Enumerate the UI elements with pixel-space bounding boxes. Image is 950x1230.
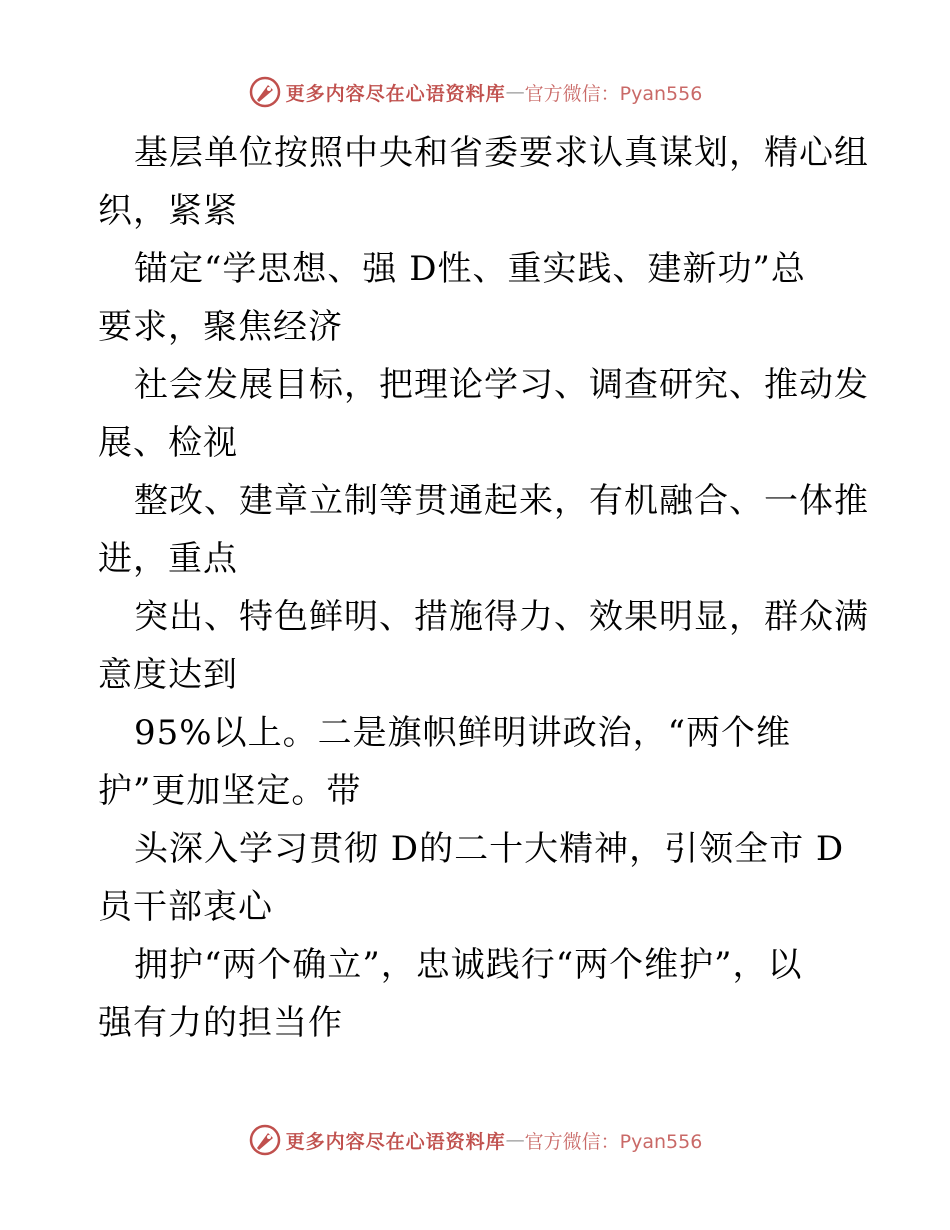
pen-nib-icon [248,1123,282,1157]
body-line: 社会发展目标，把理论学习、调查研究、推动发 [134,365,869,405]
body-line: 95%以上。二是旗帜鲜明讲政治，“两个维 [134,713,791,753]
watermark-dash: — [505,1129,525,1151]
body-line: 织，紧紧 [98,191,238,231]
body-line: 意度达到 [98,655,238,695]
header-watermark [0,72,950,112]
body-line: 基层单位按照中央和省委要求认真谋划，精心组 [134,133,869,173]
body-line: 员干部衷心 [98,887,273,927]
body-line: 突出、特色鲜明、措施得力、效果明显，群众满 [134,597,869,637]
body-line: 强有力的担当作 [98,1003,343,1043]
body-line: 头深入学习贯彻 D的二十大精神，引领全市 D [134,829,845,869]
watermark-site-text: 更多内容尽在心语资料库 [285,1130,506,1153]
body-line: 拥护“两个确立”，忠诚践行“两个维护”，以 [134,945,803,985]
body-line: 要求，聚焦经济 [98,307,343,347]
footer-watermark [0,1120,950,1160]
pen-nib-icon [248,75,282,109]
body-line: 锚定“学思想、强 D性、重实践、建新功”总 [134,249,806,289]
body-line: 展、检视 [98,423,238,463]
watermark-wechat-text: 官方微信：Pyan556 [524,1130,703,1153]
watermark-dash: — [505,81,525,103]
watermark-wechat-text: 官方微信：Pyan556 [524,82,703,105]
watermark-site-text: 更多内容尽在心语资料库 [285,82,506,105]
body-line: 整改、建章立制等贯通起来，有机融合、一体推 [134,481,869,521]
body-line: 进，重点 [98,539,238,579]
body-line: 护”更加坚定。带 [98,771,362,811]
document-body [98,124,869,1052]
